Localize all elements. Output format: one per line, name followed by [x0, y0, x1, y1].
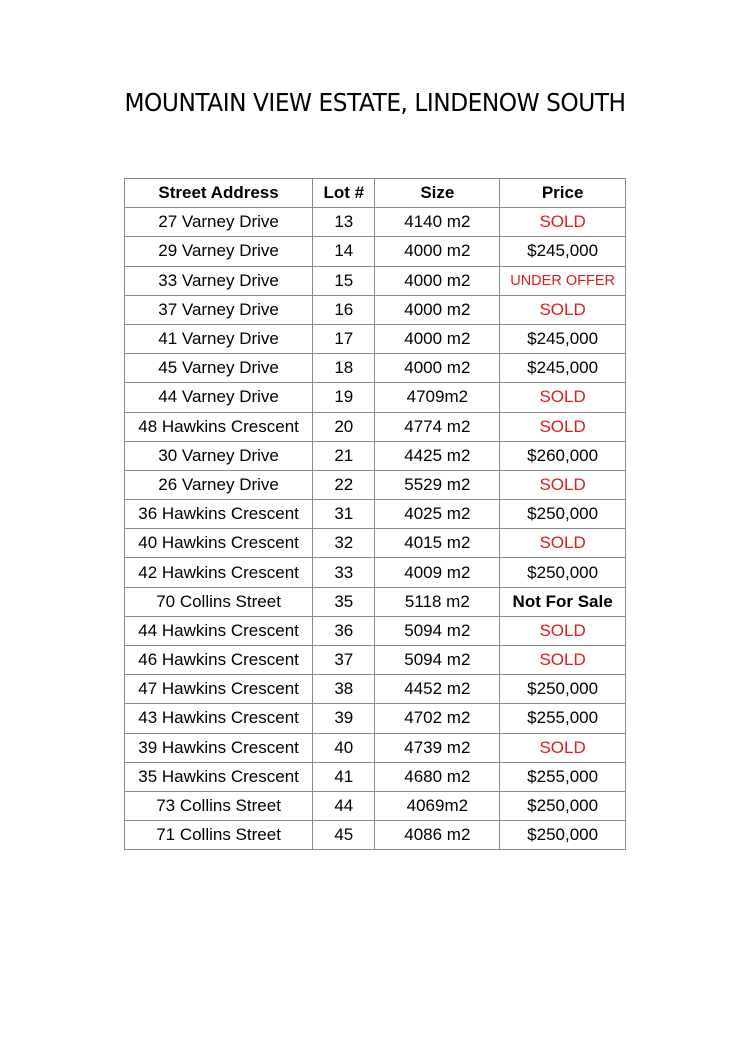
street-address-cell: 45 Varney Drive — [125, 354, 313, 383]
size-cell: 4452 m2 — [375, 675, 500, 704]
street-address-cell: 35 Hawkins Crescent — [125, 762, 313, 791]
table-row — [125, 762, 626, 791]
street-address-cell: 33 Varney Drive — [125, 266, 313, 295]
price-cell: $245,000 — [500, 354, 626, 383]
table-body — [125, 208, 626, 850]
price-cell: SOLD — [500, 529, 626, 558]
lot-number-cell: 16 — [313, 295, 375, 324]
lot-number-cell: 13 — [313, 208, 375, 237]
lot-number-cell: 37 — [313, 646, 375, 675]
size-cell: 4000 m2 — [375, 295, 500, 324]
header-street-address: Street Address — [125, 179, 313, 208]
lot-number-cell: 44 — [313, 791, 375, 820]
size-cell: 4709m2 — [375, 383, 500, 412]
table-row — [125, 412, 626, 441]
price-cell: $245,000 — [500, 324, 626, 353]
size-cell: 4000 m2 — [375, 354, 500, 383]
size-cell: 4025 m2 — [375, 500, 500, 529]
table-row — [125, 266, 626, 295]
street-address-cell: 36 Hawkins Crescent — [125, 500, 313, 529]
size-cell: 4015 m2 — [375, 529, 500, 558]
lot-number-cell: 17 — [313, 324, 375, 353]
table-header — [125, 179, 626, 208]
street-address-cell: 71 Collins Street — [125, 821, 313, 850]
table-row — [125, 704, 626, 733]
street-address-cell: 70 Collins Street — [125, 587, 313, 616]
size-cell: 4000 m2 — [375, 324, 500, 353]
size-cell: 4000 m2 — [375, 266, 500, 295]
header-size: Size — [375, 179, 500, 208]
price-cell: SOLD — [500, 412, 626, 441]
lot-number-cell: 40 — [313, 733, 375, 762]
size-cell: 4774 m2 — [375, 412, 500, 441]
header-row — [125, 179, 626, 208]
table-row — [125, 558, 626, 587]
lot-number-cell: 31 — [313, 500, 375, 529]
table-row — [125, 587, 626, 616]
size-cell: 5118 m2 — [375, 587, 500, 616]
street-address-cell: 43 Hawkins Crescent — [125, 704, 313, 733]
street-address-cell: 44 Hawkins Crescent — [125, 616, 313, 645]
price-cell: $250,000 — [500, 675, 626, 704]
lot-number-cell: 38 — [313, 675, 375, 704]
table-row — [125, 791, 626, 820]
table-row — [125, 295, 626, 324]
table-row — [125, 208, 626, 237]
lots-table — [124, 178, 626, 850]
street-address-cell: 30 Varney Drive — [125, 441, 313, 470]
street-address-cell: 48 Hawkins Crescent — [125, 412, 313, 441]
size-cell: 4069m2 — [375, 791, 500, 820]
price-cell: $255,000 — [500, 762, 626, 791]
lot-number-cell: 19 — [313, 383, 375, 412]
lot-number-cell: 39 — [313, 704, 375, 733]
header-price: Price — [500, 179, 626, 208]
table-row — [125, 733, 626, 762]
size-cell: 5094 m2 — [375, 646, 500, 675]
street-address-cell: 47 Hawkins Crescent — [125, 675, 313, 704]
lot-number-cell: 45 — [313, 821, 375, 850]
price-cell: UNDER OFFER — [500, 266, 626, 295]
table-row — [125, 646, 626, 675]
price-cell: Not For Sale — [500, 587, 626, 616]
price-cell: SOLD — [500, 733, 626, 762]
street-address-cell: 29 Varney Drive — [125, 237, 313, 266]
price-cell: SOLD — [500, 470, 626, 499]
lot-number-cell: 41 — [313, 762, 375, 791]
lot-number-cell: 21 — [313, 441, 375, 470]
lot-number-cell: 20 — [313, 412, 375, 441]
lot-number-cell: 15 — [313, 266, 375, 295]
size-cell: 4009 m2 — [375, 558, 500, 587]
street-address-cell: 44 Varney Drive — [125, 383, 313, 412]
table-row — [125, 821, 626, 850]
size-cell: 4000 m2 — [375, 237, 500, 266]
price-cell: $255,000 — [500, 704, 626, 733]
street-address-cell: 39 Hawkins Crescent — [125, 733, 313, 762]
table-row — [125, 500, 626, 529]
lot-number-cell: 36 — [313, 616, 375, 645]
size-cell: 4140 m2 — [375, 208, 500, 237]
lot-number-cell: 35 — [313, 587, 375, 616]
street-address-cell: 41 Varney Drive — [125, 324, 313, 353]
lot-number-cell: 14 — [313, 237, 375, 266]
price-cell: SOLD — [500, 646, 626, 675]
size-cell: 5529 m2 — [375, 470, 500, 499]
price-cell: $250,000 — [500, 558, 626, 587]
street-address-cell: 42 Hawkins Crescent — [125, 558, 313, 587]
price-cell: $245,000 — [500, 237, 626, 266]
header-lot-number: Lot # — [313, 179, 375, 208]
street-address-cell: 27 Varney Drive — [125, 208, 313, 237]
price-cell: SOLD — [500, 616, 626, 645]
size-cell: 4680 m2 — [375, 762, 500, 791]
table-row — [125, 470, 626, 499]
lot-number-cell: 33 — [313, 558, 375, 587]
table-row — [125, 675, 626, 704]
size-cell: 4425 m2 — [375, 441, 500, 470]
table-row — [125, 354, 626, 383]
price-cell: $250,000 — [500, 821, 626, 850]
lot-number-cell: 18 — [313, 354, 375, 383]
price-cell: $250,000 — [500, 500, 626, 529]
lot-number-cell: 22 — [313, 470, 375, 499]
street-address-cell: 73 Collins Street — [125, 791, 313, 820]
table-row — [125, 383, 626, 412]
price-cell: $260,000 — [500, 441, 626, 470]
street-address-cell: 46 Hawkins Crescent — [125, 646, 313, 675]
size-cell: 5094 m2 — [375, 616, 500, 645]
table-row — [125, 324, 626, 353]
price-cell: $250,000 — [500, 791, 626, 820]
price-cell: SOLD — [500, 208, 626, 237]
size-cell: 4086 m2 — [375, 821, 500, 850]
street-address-cell: 26 Varney Drive — [125, 470, 313, 499]
lot-number-cell: 32 — [313, 529, 375, 558]
size-cell: 4702 m2 — [375, 704, 500, 733]
price-cell: SOLD — [500, 295, 626, 324]
table-row — [125, 616, 626, 645]
size-cell: 4739 m2 — [375, 733, 500, 762]
page-title: MOUNTAIN VIEW ESTATE, LINDENOW SOUTH — [124, 88, 626, 117]
table-row — [125, 529, 626, 558]
table-row — [125, 237, 626, 266]
street-address-cell: 40 Hawkins Crescent — [125, 529, 313, 558]
price-cell: SOLD — [500, 383, 626, 412]
table-row — [125, 441, 626, 470]
street-address-cell: 37 Varney Drive — [125, 295, 313, 324]
